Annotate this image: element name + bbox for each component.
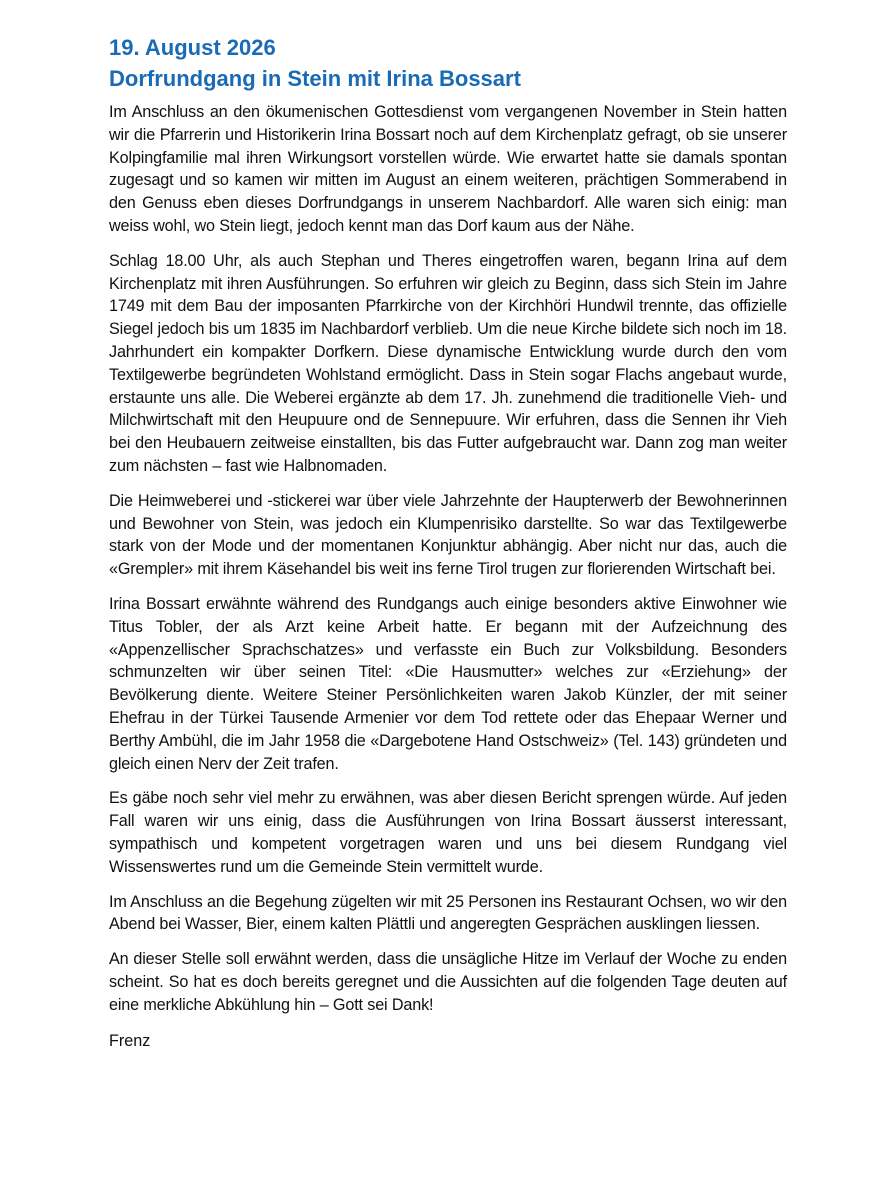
- article-title: Dorfrundgang in Stein mit Irina Bossart: [109, 66, 521, 91]
- paragraph-history: Schlag 18.00 Uhr, als auch Stephan und Theres eingetroffen waren, begann Irina auf dem Kirchenplatz mit ihren Ausführungen. So erfuhren wir gleich zu Beginn, dass sich Stein im Jahre 1749 mit dem Bau der imposanten Pfarrkirche von der Kirchhöri Hundwil trennte, das offizielle Siegel jedoch bis um 1835 im Nachbardorf verblieb. Um die neue Kirche bildete sich noch im 18. Jahrhundert ein kompakter Dorfkern. Diese dynamische Entwicklung wurde durch den vom Textilgewerbe begründeten Wohlstand ermöglicht. Dass in Stein sogar Flachs angebaut wurde, erstaunte uns alle. Die Weberei ergänzte ab dem 17. Jh. zunehmend die traditionelle Vieh- und Milchwirtschaft mit den Heupuure ond de Sennepuure. Wir erfuhren, dass die Sennen ihr Vieh bei den Heubauern zeitweise einstallten, bis das Futter aufgebraucht war. Dann zog man weiter zum nächsten – fast wie Halbnomaden.: [109, 251, 787, 475]
- article: [109, 34, 787, 1053]
- paragraph-intro: Im Anschluss an den ökumenischen Gottesdienst vom vergangenen November in Stein hatten wir die Pfarrerin und Historikerin Irina Bossart noch auf dem Kirchenplatz gefragt, ob sie unserer Kolpingfamilie mal ihren Wirkungsort vorstellen würde. Wie erwartet hatte sie damals spontan zugesagt und so kamen wir mitten im August an einem weiteren, prächtigen Sommerabend in den Genuss eben dieses Dorfrundgangs in unserem Nachbardorf. Alle waren sich einig: man weiss wohl, wo Stein liegt, jedoch kennt man das Dorf kaum aus der Nähe.: [109, 103, 787, 235]
- paragraph-summary: Es gäbe noch sehr viel mehr zu erwähnen, was aber diesen Bericht sprengen würde. Auf jeden Fall waren wir uns einig, dass die Ausführungen von Irina Bossart äusserst interessant, sympathisch und kompetent vorgetragen waren und uns bei diesem Rundgang viel Wissenswertes rund um die Gemeinde Stein vermittelt wurde.: [109, 789, 787, 876]
- author-signature: Frenz: [109, 1032, 151, 1051]
- article-date: 19. August 2026: [109, 35, 276, 60]
- paragraph-personalities: Irina Bossart erwähnte während des Rundgangs auch einige besonders aktive Einwohner wie Titus Tobler, der als Arzt keine Arbeit hatte. Er begann mit der Aufzeichnung des «Appenzellischer Sprachschatzes» und verfasste ein Buch zur Volksbildung. Besonders schmunzelten wir über seinen Titel: «Die Hausmutter» welches zur «Erziehung» der Bevölkerung diente. Weitere Steiner Persönlichkeiten waren Jakob Künzler, der mit seiner Ehefrau in der Türkei Tausende Armenier vor dem Tod rettete oder das Ehepaar Werner und Berthy Ambühl, die im Jahr 1958 die «Dargebotene Hand Ostschweiz» (Tel. 143) gründeten und gleich einen Nerv der Zeit trafen.: [109, 594, 787, 773]
- paragraph-textile: Die Heimweberei und -stickerei war über viele Jahrzehnte der Haupterwerb der Bewohnerinnen und Bewohner von Stein, was jedoch ein Klumpenrisiko darstellte. So war das Textilgewerbe stark von der Mode und der momentanen Konjunktur abhängig. Aber nicht nur das, auch die «Grempler» mit ihrem Käsehandel bis weit ins ferne Tirol trugen zur florierenden Wirtschaft bei.: [109, 491, 787, 579]
- paragraph-weather: An dieser Stelle soll erwähnt werden, dass die unsägliche Hitze im Verlauf der Woche zu enden scheint. So hat es doch bereits geregnet und die Aussichten auf die folgenden Tage deuten auf eine merkliche Abkühlung hin – Gott sei Dank!: [109, 950, 787, 1014]
- paragraph-restaurant: Im Anschluss an die Begehung zügelten wir mit 25 Personen ins Restaurant Ochsen, wo wir den Abend bei Wasser, Bier, einem kalten Plättli und angeregten Gesprächen ausklingen liessen.: [109, 892, 787, 934]
